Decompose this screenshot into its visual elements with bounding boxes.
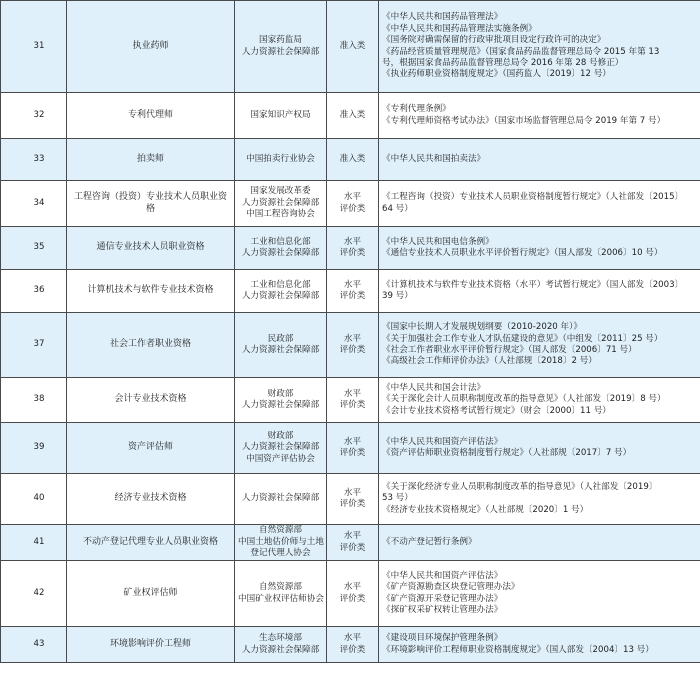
table-row — [1, 627, 700, 663]
table-row — [1, 423, 700, 474]
department-name: 财政部 — [267, 388, 294, 399]
department-cell — [235, 474, 327, 525]
category-cell — [327, 525, 379, 561]
legal-basis-cell — [379, 474, 700, 525]
category-label: 水平 — [343, 531, 362, 542]
legal-basis-line: 《矿产资源勘查区块登记管理办法》 — [382, 582, 520, 593]
legal-basis-line: 《不动产登记暂行条例》 — [382, 536, 477, 547]
legal-basis-line: 《计算机技术与软件专业技术资格（水平）考试暂行规定》（国人部发〔2003〕 — [382, 279, 684, 290]
department-cell — [235, 627, 327, 663]
table-row — [1, 313, 700, 378]
department-cell — [235, 313, 327, 378]
legal-basis-cell — [379, 139, 700, 181]
category-cell — [327, 474, 379, 525]
row-number: 43 — [1, 627, 67, 663]
qualification-name: 不动产登记代理专业人员职业资格 — [67, 525, 235, 561]
category-label: 水平 — [343, 236, 362, 247]
row-number: 31 — [1, 1, 67, 93]
legal-basis-cell — [379, 423, 700, 474]
department-name: 中国土地估价师与土地 — [238, 536, 324, 547]
department-name: 工业和信息化部 — [250, 236, 311, 247]
table-row — [1, 227, 700, 270]
category-label: 评价类 — [339, 542, 366, 553]
category-label: 水平 — [343, 436, 362, 447]
legal-basis-line: 39 号） — [382, 291, 413, 301]
qualification-name: 社会工作者职业资格 — [67, 313, 235, 378]
legal-basis-line: 《中华人民共和国电信条例》 — [382, 236, 494, 247]
category-label: 水平 — [343, 582, 362, 593]
table-row — [1, 1, 700, 93]
category-cell — [327, 378, 379, 423]
table-row — [1, 270, 700, 313]
category-label: 评价类 — [339, 291, 366, 301]
category-cell — [327, 1, 379, 93]
legal-basis-cell — [379, 627, 700, 663]
row-number: 39 — [1, 423, 67, 474]
category-label: 评价类 — [339, 248, 366, 258]
department-cell — [235, 227, 327, 270]
category-label: 准入类 — [339, 109, 366, 120]
legal-basis-line: 《矿产资源开采登记管理办法》 — [382, 593, 503, 604]
category-cell — [327, 313, 379, 378]
category-label: 评价类 — [339, 203, 366, 214]
legal-basis-cell — [379, 313, 700, 378]
table-row — [1, 181, 700, 227]
row-number: 37 — [1, 313, 67, 378]
category-label: 评价类 — [339, 644, 366, 655]
legal-basis-line: 号，根据国家食品药品监督管理总局令 2016 年第 28 号修正） — [382, 57, 624, 68]
row-number: 33 — [1, 139, 67, 181]
category-label: 水平 — [343, 633, 362, 644]
qualification-name: 会计专业技术资格 — [67, 378, 235, 423]
legal-basis-line: 《国家中长期人才发展规划纲要（2010-2020 年）》 — [382, 322, 582, 333]
category-label: 水平 — [343, 333, 362, 344]
legal-basis-line: 64 号） — [382, 203, 413, 214]
department-cell — [235, 423, 327, 474]
category-label: 水平 — [343, 388, 362, 399]
legal-basis-line: 《建设项目环境保护管理条例》 — [382, 633, 503, 644]
category-label: 评价类 — [339, 448, 366, 458]
category-label: 准入类 — [339, 40, 366, 51]
legal-basis-line: 《会计专业技术资格考试暂行规定》（财会〔2000〕11 号） — [382, 405, 611, 416]
department-cell — [235, 1, 327, 93]
qualification-name: 专利代理师 — [67, 93, 235, 139]
table-row — [1, 525, 700, 561]
department-name: 中国矿业权评估师协会 — [238, 593, 324, 604]
category-cell — [327, 93, 379, 139]
legal-basis-line: 《中华人民共和国药品管理法实施条例》 — [382, 23, 537, 34]
department-cell — [235, 181, 327, 227]
qualification-name: 执业药师 — [67, 1, 235, 93]
table-row — [1, 93, 700, 139]
legal-basis-cell — [379, 93, 700, 139]
row-number: 41 — [1, 525, 67, 561]
department-name: 自然资源部 — [259, 525, 302, 536]
department-name: 中国工程咨询协会 — [246, 209, 315, 220]
category-label: 评价类 — [339, 400, 366, 410]
legal-basis-line: 《专利代理师资格考试办法》（国家市场监督管理总局令 2019 年第 7 号） — [382, 115, 666, 126]
department-name: 工业和信息化部 — [250, 279, 311, 290]
legal-basis-line: 《药品经营质量管理规范》（国家食品药品监督管理总局令 2015 年第 13 — [382, 46, 660, 57]
department-name: 中国资产评估协会 — [246, 453, 315, 464]
department-name: 登记代理人协会 — [250, 548, 311, 559]
legal-basis-line: 《执业药师职业资格制度规定》（国药监人〔2019〕12 号） — [382, 69, 611, 80]
legal-basis-line: 《社会工作者职业水平评价暂行规定》（国人部发〔2006〕71 号） — [382, 345, 637, 355]
department-name: 生态环境部 — [259, 633, 302, 644]
department-name: 人力资源社会保障部 — [241, 197, 320, 208]
category-label: 评价类 — [339, 593, 366, 604]
category-cell — [327, 181, 379, 227]
legal-basis-line: 《中华人民共和国拍卖法》 — [382, 153, 486, 164]
legal-basis-cell — [379, 378, 700, 423]
legal-basis-cell — [379, 525, 700, 561]
qualification-name: 拍卖师 — [67, 139, 235, 181]
legal-basis-line: 《环境影响评价工程师职业资格制度规定》（国人部发〔2004〕13 号） — [382, 644, 654, 655]
department-name: 人力资源社会保障部 — [241, 493, 320, 504]
department-cell — [235, 378, 327, 423]
legal-basis-cell — [379, 270, 700, 313]
department-name: 国家发展改革委 — [250, 186, 311, 197]
department-cell — [235, 93, 327, 139]
department-cell — [235, 561, 327, 627]
department-name: 自然资源部 — [259, 582, 302, 593]
department-name: 国家知识产权局 — [250, 109, 311, 120]
legal-basis-line: 《高级社会工作师评价办法》（人社部规〔2018〕2 号） — [382, 356, 597, 367]
legal-basis-line: 《中华人民共和国资产评估法》 — [382, 570, 503, 581]
department-name: 人力资源社会保障部 — [241, 291, 320, 301]
table-body — [1, 1, 700, 663]
qualification-name: 计算机技术与软件专业技术资格 — [67, 270, 235, 313]
legal-basis-cell — [379, 1, 700, 93]
category-label: 准入类 — [339, 153, 366, 164]
legal-basis-line: 《专利代理条例》 — [382, 104, 451, 115]
row-number: 36 — [1, 270, 67, 313]
legal-basis-line: 《关于加强社会工作专业人才队伍建设的意见》（中组发〔2011〕25 号） — [382, 333, 663, 344]
legal-basis-line: 《中华人民共和国资产评估法》 — [382, 436, 503, 447]
legal-basis-line: 《工程咨询（投资）专业技术人员职业资格制度暂行规定》（人社部发〔2015〕 — [382, 192, 684, 203]
department-name: 人力资源社会保障部 — [241, 345, 320, 355]
row-number: 32 — [1, 93, 67, 139]
qualification-name: 环境影响评价工程师 — [67, 627, 235, 663]
department-name: 人力资源社会保障部 — [241, 644, 320, 655]
department-name: 国家药监局 — [259, 35, 302, 46]
legal-basis-line: 《经济专业技术资格规定》（人社部规〔2020〕1 号） — [382, 504, 589, 515]
legal-basis-line: 53 号） — [382, 493, 413, 504]
department-name: 民政部 — [267, 333, 294, 344]
category-cell — [327, 270, 379, 313]
row-number: 40 — [1, 474, 67, 525]
row-number: 34 — [1, 181, 67, 227]
table-row — [1, 378, 700, 423]
legal-basis-line: 《国务院对确需保留的行政审批项目设定行政许可的决定》 — [382, 35, 606, 46]
legal-basis-line: 《关于深化会计人员职称制度改革的指导意见》（人社部发〔2019〕8 号） — [382, 394, 666, 405]
legal-basis-cell — [379, 561, 700, 627]
table-row — [1, 139, 700, 181]
qualification-name: 工程咨询（投资）专业技术人员职业资格 — [67, 181, 235, 227]
department-cell — [235, 525, 327, 561]
legal-basis-cell — [379, 181, 700, 227]
category-label: 水平 — [343, 487, 362, 498]
row-number: 38 — [1, 378, 67, 423]
category-label: 评价类 — [339, 345, 366, 355]
qualification-name: 资产评估师 — [67, 423, 235, 474]
qualification-name: 通信专业技术人员职业资格 — [67, 227, 235, 270]
legal-basis-line: 《关于深化经济专业人员职称制度改革的指导意见》（人社部发〔2019〕 — [382, 481, 658, 492]
category-cell — [327, 423, 379, 474]
legal-basis-line: 《资产评估师职业资格制度暂行规定》（人社部规〔2017〕7 号） — [382, 448, 632, 458]
department-name: 人力资源社会保障部 — [241, 248, 320, 258]
department-name: 人力资源社会保障部 — [241, 46, 320, 57]
table-row — [1, 474, 700, 525]
legal-basis-line: 《通信专业技术人员职业水平评价暂行规定》（国人部发〔2006〕10 号） — [382, 248, 663, 258]
department-name: 财政部 — [267, 430, 294, 441]
department-cell — [235, 270, 327, 313]
category-cell — [327, 227, 379, 270]
category-label: 评价类 — [339, 499, 366, 509]
row-number: 42 — [1, 561, 67, 627]
qualification-name: 矿业权评估师 — [67, 561, 235, 627]
department-name: 人力资源社会保障部 — [241, 400, 320, 410]
legal-basis-cell — [379, 227, 700, 270]
department-name: 人力资源社会保障部 — [241, 442, 320, 453]
category-label: 水平 — [343, 192, 362, 203]
qualification-name: 经济专业技术资格 — [67, 474, 235, 525]
department-cell — [235, 139, 327, 181]
table-row — [1, 561, 700, 627]
category-label: 水平 — [343, 279, 362, 290]
legal-basis-line: 《中华人民共和国药品管理法》 — [382, 12, 503, 23]
category-cell — [327, 561, 379, 627]
row-number: 35 — [1, 227, 67, 270]
legal-basis-line: 《中华人民共和国会计法》 — [382, 382, 486, 393]
legal-basis-line: 《探矿权采矿权转让管理办法》 — [382, 604, 503, 615]
category-cell — [327, 627, 379, 663]
department-name: 中国拍卖行业协会 — [246, 153, 315, 164]
category-cell — [327, 139, 379, 181]
